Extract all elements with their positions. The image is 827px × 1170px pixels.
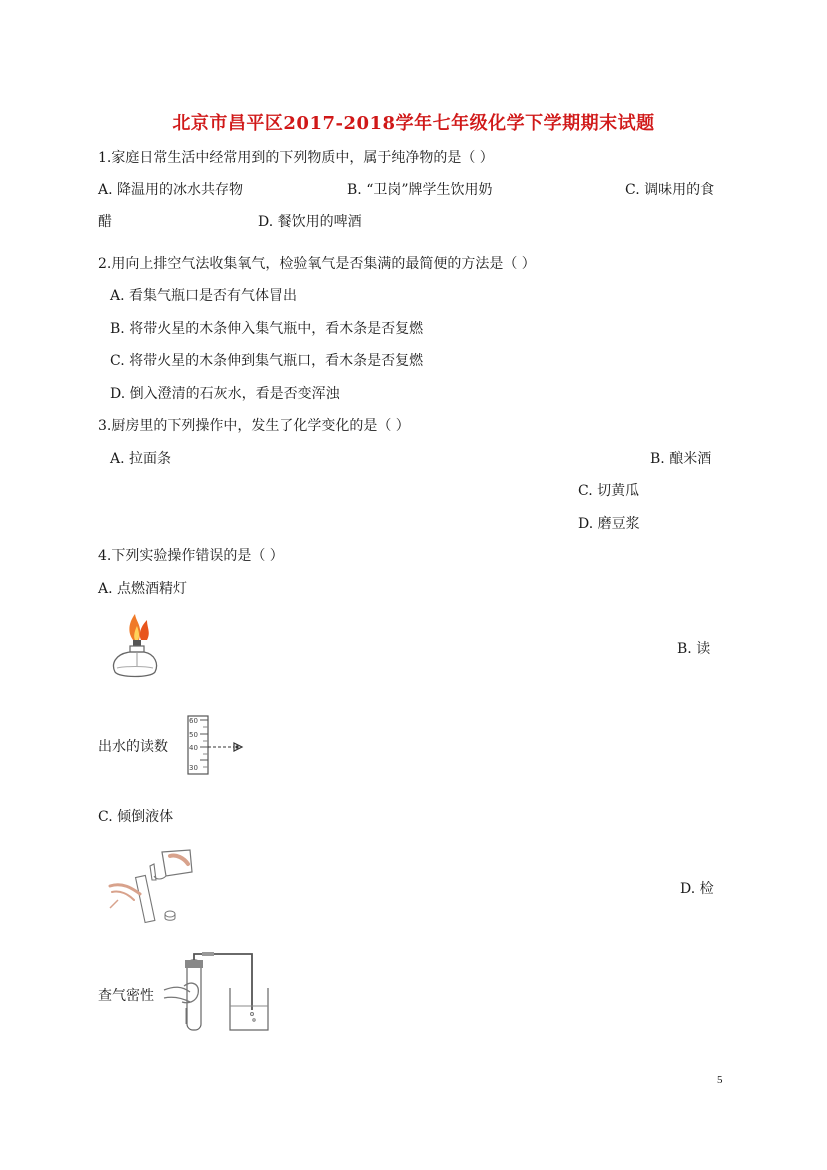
cylinder-tick-40: 40 bbox=[189, 744, 198, 752]
q3-option-c: C. 切黄瓜 bbox=[578, 483, 640, 499]
q2-option-c: C. 将带火星的木条伸到集气瓶口，看木条是否复燃 bbox=[110, 353, 424, 369]
alcohol-lamp-figure bbox=[105, 610, 165, 682]
q4-option-d-cont: 查气密性 bbox=[98, 988, 154, 1004]
q4-option-b: B. 读 bbox=[677, 641, 711, 657]
q2-option-b: B. 将带火星的木条伸入集气瓶中，看木条是否复燃 bbox=[110, 321, 424, 337]
graduated-cylinder-figure bbox=[186, 714, 266, 776]
q3-stem: 3.厨房里的下列操作中，发生了化学变化的是（ ） bbox=[98, 418, 410, 434]
q3-option-a: A. 拉面条 bbox=[110, 451, 172, 467]
page-number: 5 bbox=[717, 1074, 723, 1086]
q4-option-a: A. 点燃酒精灯 bbox=[98, 581, 188, 597]
q2-stem: 2.用向上排空气法收集氧气，检验氧气是否集满的最简便的方法是（ ） bbox=[98, 256, 536, 272]
page-title: 北京市昌平区2017-2018学年七年级化学下学期期末试题 bbox=[172, 113, 655, 134]
q1-stem: 1.家庭日常生活中经常用到的下列物质中，属于纯净物的是（ ） bbox=[98, 150, 494, 166]
q1-option-c-cont: 醋 bbox=[98, 214, 112, 230]
cylinder-tick-50: 50 bbox=[189, 731, 198, 739]
q1-option-c: C. 调味用的食 bbox=[625, 182, 715, 198]
pour-liquid-figure bbox=[104, 846, 204, 926]
q4-option-b-cont: 出水的读数 bbox=[98, 739, 168, 755]
q3-option-d: D. 磨豆浆 bbox=[578, 516, 640, 532]
cylinder-tick-30: 30 bbox=[189, 764, 198, 772]
q1-option-d: D. 餐饮用的啤酒 bbox=[258, 214, 362, 230]
airtightness-check-figure bbox=[160, 950, 270, 1034]
cylinder-tick-60: 60 bbox=[189, 717, 198, 725]
q4-option-d: D. 检 bbox=[680, 881, 714, 897]
q2-option-d: D. 倒入澄清的石灰水，看是否变浑浊 bbox=[110, 386, 340, 402]
q3-option-b: B. 酿米酒 bbox=[650, 451, 712, 467]
q1-option-a: A. 降温用的冰水共存物 bbox=[98, 182, 244, 198]
q4-stem: 4.下列实验操作错误的是（ ） bbox=[98, 548, 284, 564]
q1-option-b: B. “卫岗”牌学生饮用奶 bbox=[347, 182, 493, 198]
q2-option-a: A. 看集气瓶口是否有气体冒出 bbox=[110, 288, 298, 304]
q4-option-c: C. 倾倒液体 bbox=[98, 809, 174, 825]
